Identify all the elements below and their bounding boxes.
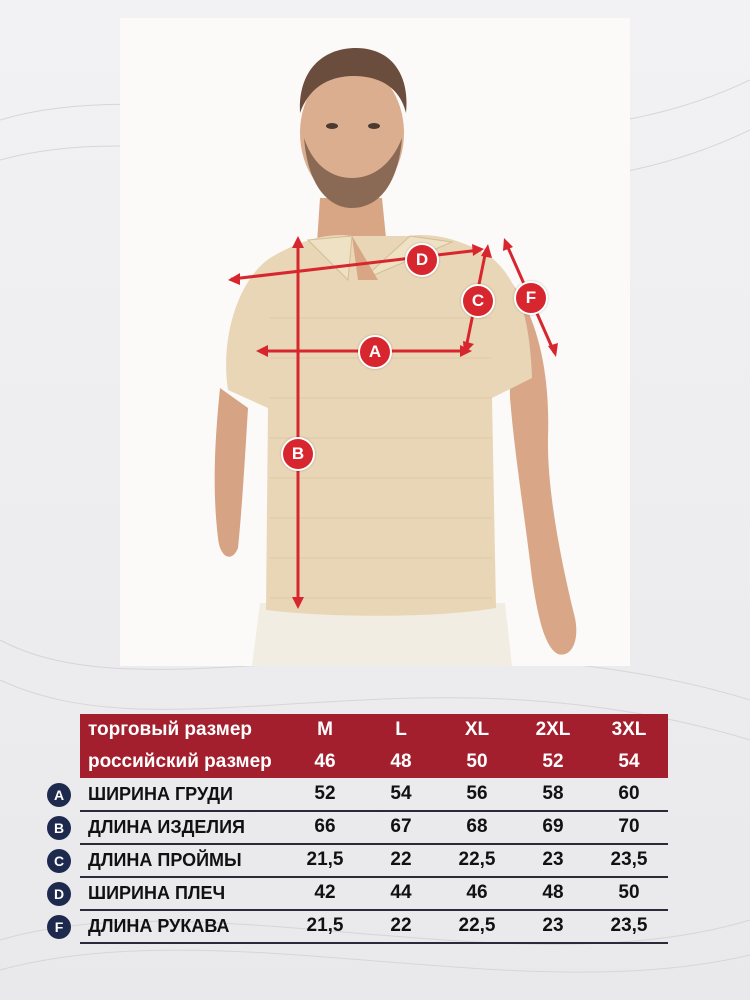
russian-size-label: российский размер xyxy=(88,751,272,772)
table-row xyxy=(53,778,668,812)
table-cell: 54 xyxy=(618,751,640,772)
table-cell: 52 xyxy=(542,751,564,772)
row-badge-b: B xyxy=(47,816,71,840)
row-divider xyxy=(80,942,668,944)
table-cell: 22,5 xyxy=(458,849,496,870)
table-cell: 70 xyxy=(618,816,640,837)
table-row xyxy=(53,844,668,878)
table-cell: M xyxy=(317,719,333,740)
table-row xyxy=(53,877,668,911)
row-label: ШИРИНА ГРУДИ xyxy=(88,784,233,804)
table-cell: 22,5 xyxy=(458,915,496,936)
row-badge-d: D xyxy=(47,882,71,906)
measure-b-badge: B xyxy=(281,437,315,471)
table-cell: 48 xyxy=(390,751,412,772)
table-cell: 22 xyxy=(390,849,412,870)
table-cell: 56 xyxy=(466,783,488,804)
table-row xyxy=(53,811,668,845)
table-cell: 44 xyxy=(390,882,412,903)
table-cell: 68 xyxy=(466,816,488,837)
measure-c-badge: C xyxy=(461,284,495,318)
russian-size-row xyxy=(80,746,668,780)
table-cell: 2XL xyxy=(535,719,571,740)
table-cell: 66 xyxy=(314,816,336,837)
table-cell: 21,5 xyxy=(306,849,344,870)
table-cell: 21,5 xyxy=(306,915,344,936)
row-label: ДЛИНА ИЗДЕЛИЯ xyxy=(88,817,245,837)
table-cell: L xyxy=(395,719,407,740)
table-cell: 22 xyxy=(390,915,412,936)
table-row xyxy=(54,910,668,944)
table-cell: 23 xyxy=(542,915,564,936)
table-cell: 3XL xyxy=(611,719,647,740)
table-cell: 50 xyxy=(618,882,640,903)
measure-a-badge: A xyxy=(358,335,392,369)
table-cell: 42 xyxy=(314,882,336,903)
table-cell: 23,5 xyxy=(610,849,648,870)
trade-size-label: торговый размер xyxy=(88,719,253,740)
table-cell: 58 xyxy=(542,783,564,804)
row-label: ШИРИНА ПЛЕЧ xyxy=(88,883,226,903)
table-cell: 52 xyxy=(314,783,336,804)
table-cell: 23,5 xyxy=(610,915,648,936)
measure-f-badge: F xyxy=(514,281,548,315)
table-cell: 48 xyxy=(542,882,564,903)
measure-d-badge: D xyxy=(405,243,439,277)
row-badge-a: A xyxy=(47,783,71,807)
table-cell: 67 xyxy=(390,816,412,837)
table-cell: 46 xyxy=(314,751,336,772)
table-cell: 60 xyxy=(618,783,640,804)
table-cell: XL xyxy=(464,719,490,740)
table-cell: 46 xyxy=(466,882,488,903)
row-badge-f: F xyxy=(47,915,71,939)
table-cell: 23 xyxy=(542,849,564,870)
row-label: ДЛИНА РУКАВА xyxy=(88,916,230,936)
table-cell: 50 xyxy=(466,751,488,772)
product-photo xyxy=(120,18,630,666)
trade-size-row xyxy=(80,714,668,748)
table-cell: 54 xyxy=(390,783,412,804)
table-cell: 69 xyxy=(542,816,564,837)
row-label: ДЛИНА ПРОЙМЫ xyxy=(88,850,242,870)
row-badge-c: C xyxy=(47,849,71,873)
